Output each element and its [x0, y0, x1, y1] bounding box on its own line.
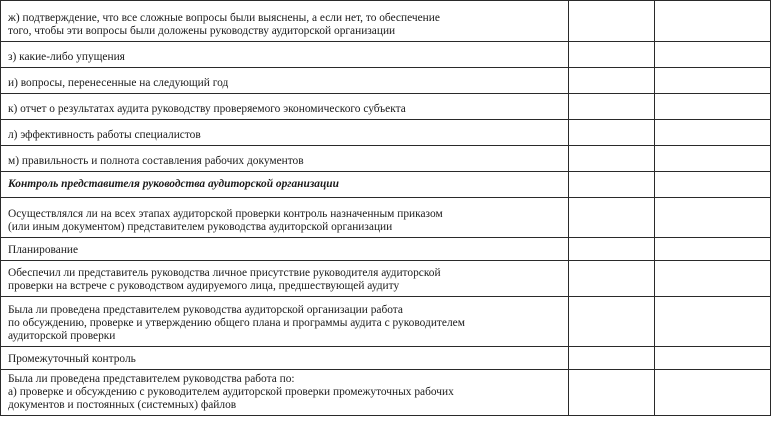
question-text-line: Была ли проведена представителем руководства аудиторской организации работа [8, 304, 403, 316]
answer-cell-2 [655, 347, 771, 370]
question-cell [1, 120, 569, 146]
question-text-line: по обсуждению, проверке и утверждению общего плана и программы аудита с руководителем [8, 317, 465, 329]
answer-cell-2 [655, 297, 771, 347]
answer-cell-1 [569, 198, 655, 238]
answer-cell-1 [569, 1, 655, 42]
answer-cell-1 [569, 297, 655, 347]
checklist-row [1, 42, 771, 68]
question-text-line: проверки на встрече с руководством аудируемого лица, предшествующей аудиту [8, 280, 400, 292]
answer-cell-2 [655, 238, 771, 261]
checklist-row [1, 297, 771, 347]
question-cell [1, 68, 569, 94]
answer-cell-1 [569, 146, 655, 172]
question-cell [1, 94, 569, 120]
answer-cell-2 [655, 68, 771, 94]
question-text-line: Промежуточный контроль [8, 353, 136, 365]
question-text-line: (или иным документом) представителем руководства аудиторской организации [8, 221, 393, 233]
question-cell [1, 146, 569, 172]
question-text-line: Контроль представителя руководства аудиторской организации [8, 177, 339, 190]
checklist-row [1, 94, 771, 120]
question-cell [1, 42, 569, 68]
question-text-line: документов и постоянных (системных) файлов [8, 399, 237, 411]
answer-cell-1 [569, 120, 655, 146]
section-header-row [1, 238, 771, 261]
answer-cell-2 [655, 146, 771, 172]
answer-cell-1 [569, 370, 655, 416]
question-text-line: Планирование [8, 244, 79, 256]
question-text-line: з) какие-либо упущения [8, 51, 125, 63]
question-cell [1, 198, 569, 238]
question-cell [1, 261, 569, 297]
question-text-line: ж) подтверждение, что все сложные вопросы были выяснены, а если нет, то обеспечение [8, 12, 440, 24]
answer-cell-1 [569, 172, 655, 198]
answer-cell-2 [655, 172, 771, 198]
question-text-line: к) отчет о результатах аудита руководству проверяемого экономического субъекта [8, 103, 406, 115]
section-title-cell [1, 172, 569, 198]
checklist-body [1, 1, 771, 416]
checklist-row [1, 198, 771, 238]
answer-cell-1 [569, 42, 655, 68]
question-text-line: л) эффективность работы специалистов [8, 129, 201, 141]
question-text-line: Обеспечил ли представитель руководства личное присутствие руководителя аудиторской [8, 267, 441, 279]
answer-cell-2 [655, 1, 771, 42]
checklist-row [1, 261, 771, 297]
question-text-line: того, чтобы эти вопросы были доложены руководству аудиторской организации [8, 25, 396, 37]
section-title-cell [1, 238, 569, 261]
answer-cell-1 [569, 68, 655, 94]
question-text-line: Была ли проведена представителем руководства работа по: [8, 373, 295, 385]
question-text-line: Осуществлялся ли на всех этапах аудиторской проверки контроль назначенным приказом [8, 208, 443, 220]
checklist-row [1, 68, 771, 94]
question-text-line: м) правильность и полнота составления рабочих документов [8, 155, 304, 167]
answer-cell-2 [655, 42, 771, 68]
answer-cell-2 [655, 198, 771, 238]
question-text-line: а) проверке и обсуждению с руководителем аудиторской проверки промежуточных рабочих [8, 386, 454, 398]
section-header-row [1, 172, 771, 198]
question-cell [1, 297, 569, 347]
answer-cell-1 [569, 261, 655, 297]
question-text-line: аудиторской проверки [8, 330, 116, 342]
checklist-row [1, 146, 771, 172]
answer-cell-2 [655, 94, 771, 120]
answer-cell-2 [655, 120, 771, 146]
question-text-line: и) вопросы, перенесенные на следующий год [8, 77, 229, 89]
question-cell [1, 1, 569, 42]
answer-cell-1 [569, 238, 655, 261]
answer-cell-2 [655, 370, 771, 416]
checklist-row [1, 120, 771, 146]
checklist-row [1, 370, 771, 416]
answer-cell-1 [569, 94, 655, 120]
question-cell [1, 370, 569, 416]
section-title-cell [1, 347, 569, 370]
answer-cell-2 [655, 261, 771, 297]
section-header-row [1, 347, 771, 370]
answer-cell-1 [569, 347, 655, 370]
checklist-row [1, 1, 771, 42]
